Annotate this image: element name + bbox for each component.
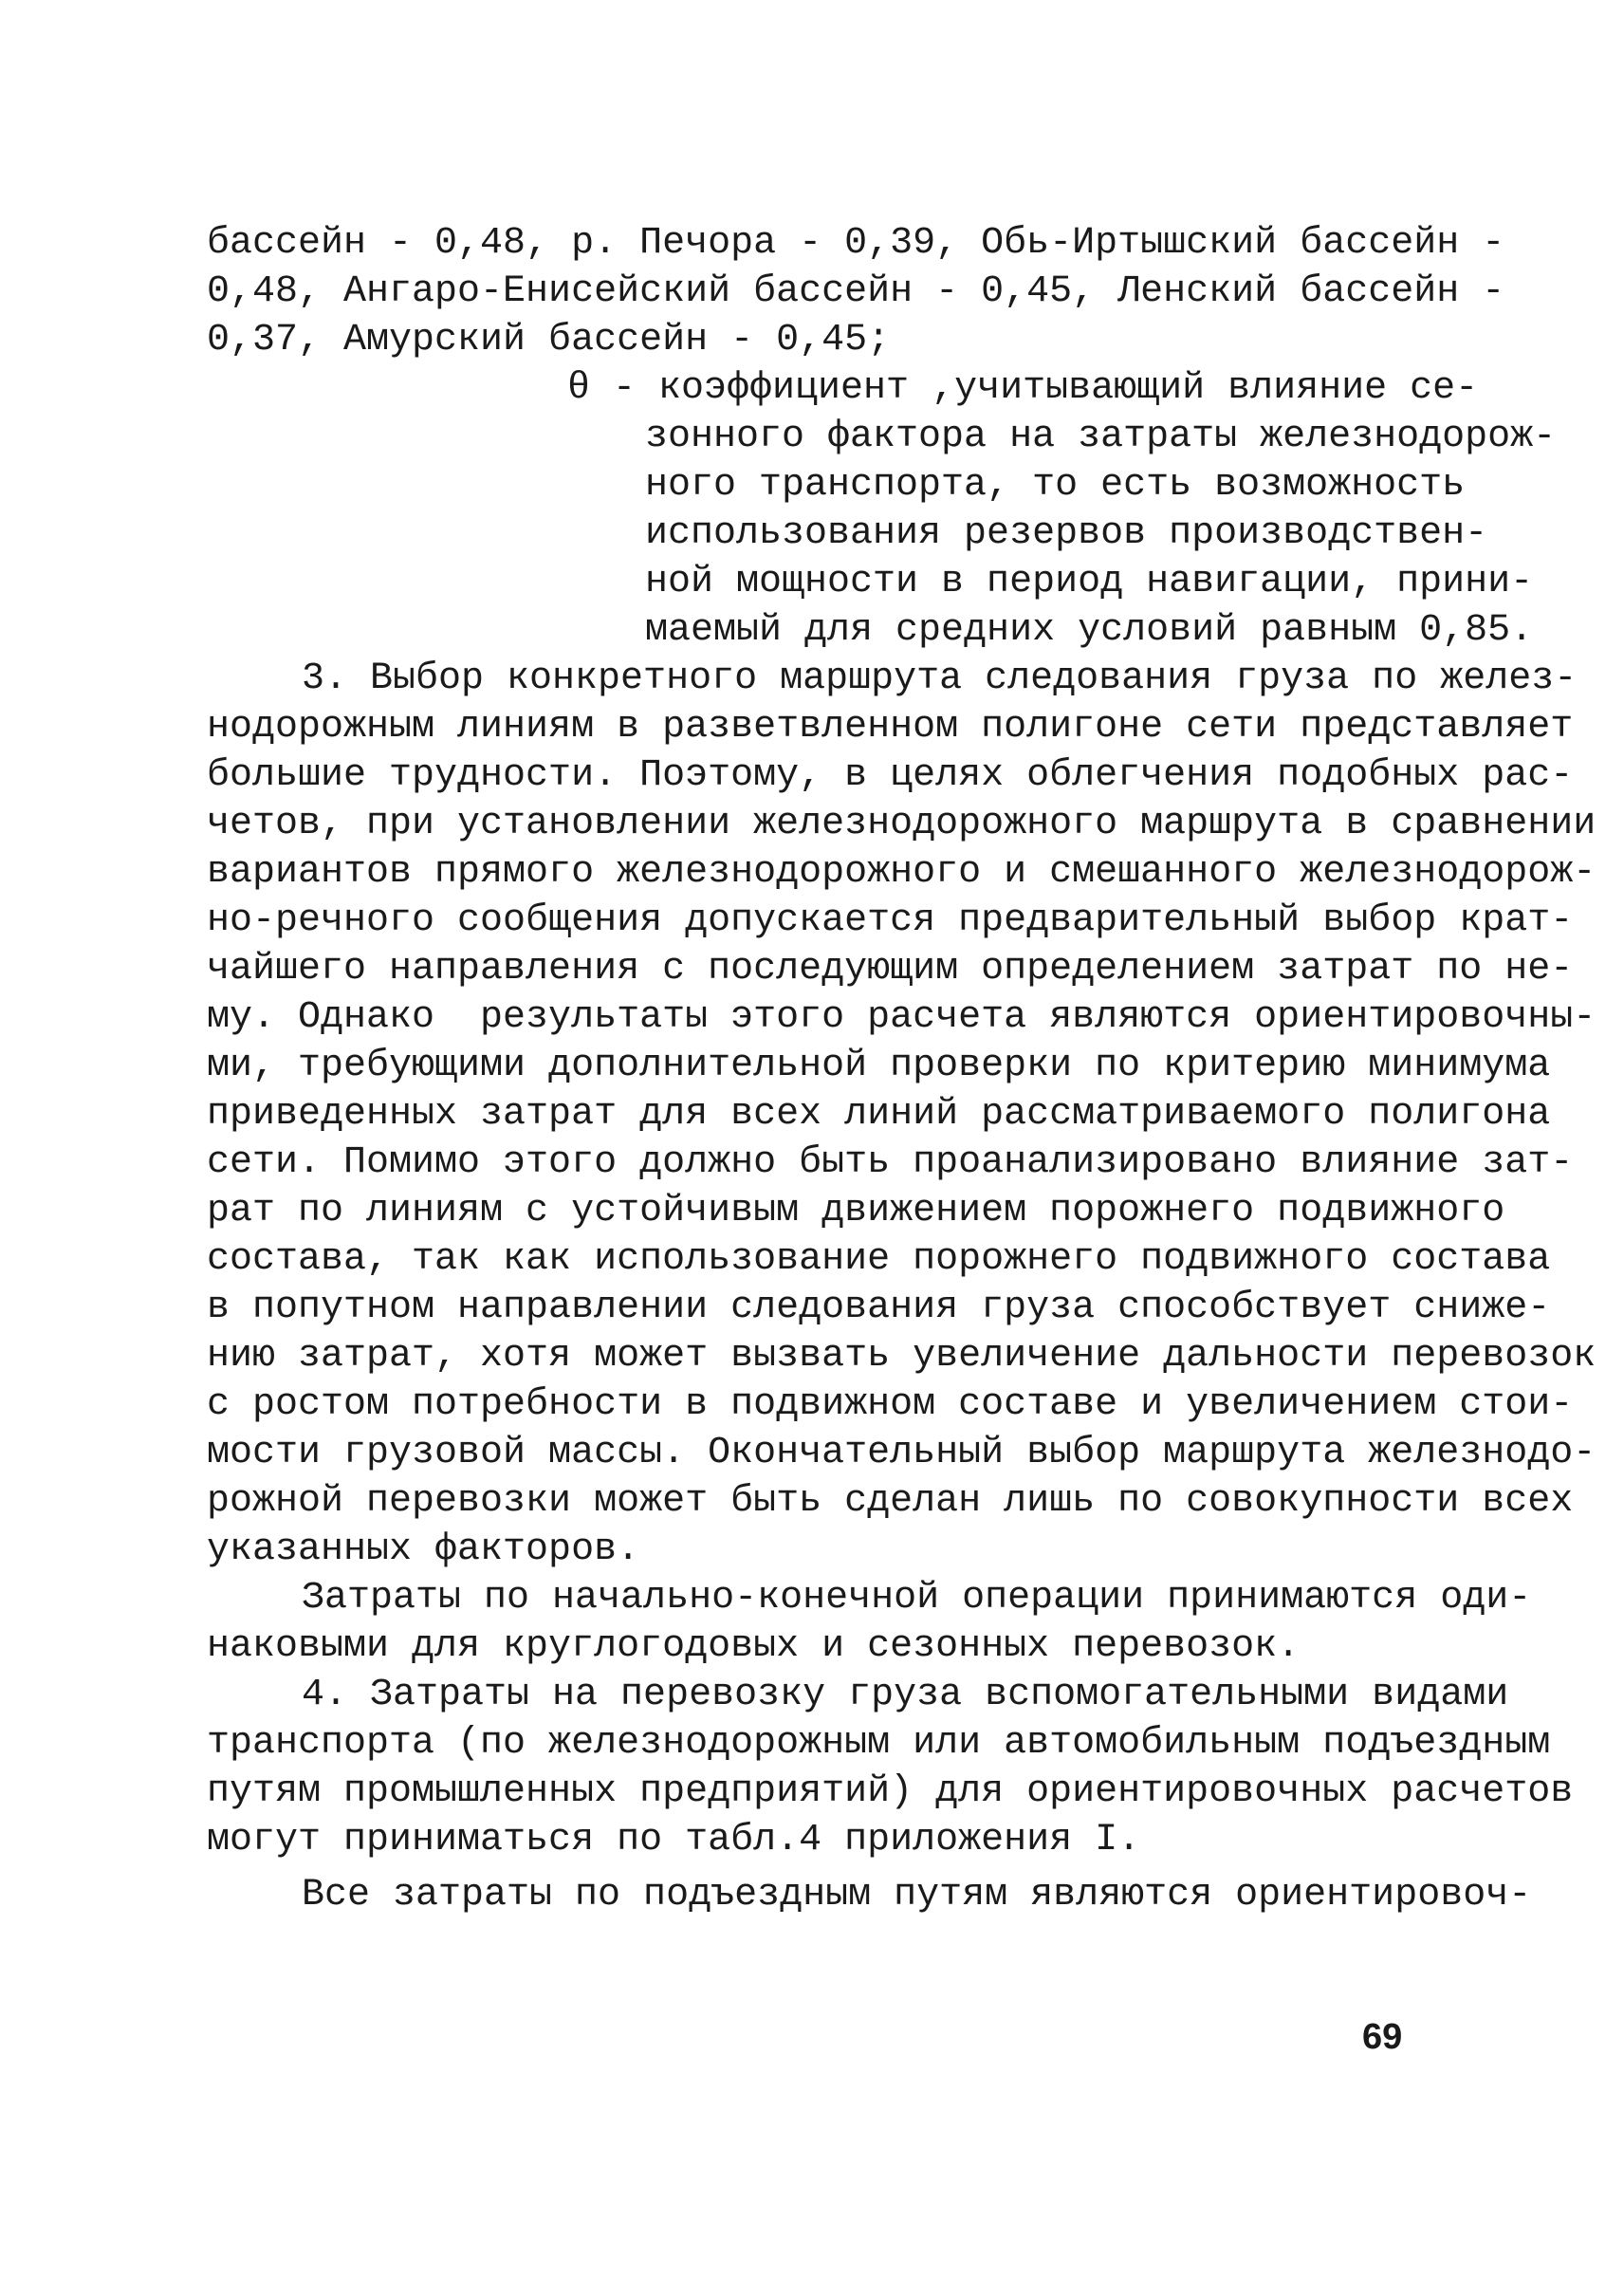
text-line: θ - коэффициент ,учитывающий влияние се- bbox=[567, 367, 1479, 410]
text-line: могут приниматься по табл.4 приложения I. bbox=[207, 1819, 1141, 1861]
text-line: маемый для средних условий равным 0,85. bbox=[645, 609, 1534, 652]
text-line: 0,48, Ангаро-Енисейский бассейн - 0,45, Ленский бассейн - bbox=[207, 270, 1505, 313]
text-line: му. Однако результаты этого расчета являются ориентировочны- bbox=[207, 996, 1596, 1039]
text-line: рат по линиям с устойчивым движением порожнего подвижного bbox=[207, 1190, 1505, 1232]
text-line: зонного фактора на затраты железнодорож- bbox=[645, 416, 1557, 458]
text-line: сети. Помимо этого должно быть проанализировано влияние зат- bbox=[207, 1141, 1574, 1184]
text-line: бассейн - 0,48, р. Печора - 0,39, Обь-Иртышский бассейн - bbox=[207, 222, 1505, 265]
text-line: наковыми для круглогодовых и сезонных перевозок. bbox=[207, 1625, 1301, 1668]
text-line: вариантов прямого железнодорожного и смешанного железнодорож- bbox=[207, 851, 1596, 894]
text-line: ного транспорта, то есть возможность bbox=[645, 464, 1466, 507]
page-number: 69 bbox=[1362, 2017, 1403, 2057]
text-line: приведенных затрат для всех линий рассматриваемого полигона bbox=[207, 1093, 1551, 1136]
text-line: 4. Затраты на перевозку груза вспомогательными видами bbox=[302, 1674, 1509, 1716]
text-line: использования резервов производствен- bbox=[645, 512, 1488, 555]
text-line: нию затрат, хотя может вызвать увеличение дальности перевозок bbox=[207, 1335, 1596, 1378]
text-line: Все затраты по подъездным путям являются ориентировоч- bbox=[302, 1874, 1532, 1916]
text-line: нодорожным линиям в разветвленном полигоне сети представляет bbox=[207, 706, 1574, 749]
text-line: 0,37, Амурский бассейн - 0,45; bbox=[207, 319, 891, 361]
text-line: ми, требующими дополнительной проверки по критерию минимума bbox=[207, 1045, 1551, 1087]
text-line: в попутном направлении следования груза способствует сниже- bbox=[207, 1287, 1551, 1329]
text-line: с ростом потребности в подвижном составе и увеличением стои- bbox=[207, 1383, 1574, 1426]
text-line: состава, так как использование порожнего подвижного состава bbox=[207, 1238, 1551, 1281]
text-line: рожной перевозки может быть сделан лишь по совокупности всех bbox=[207, 1480, 1574, 1523]
text-line: путям промышленных предприятий) для ориентировочных расчетов bbox=[207, 1770, 1574, 1813]
text-line: но-речного сообщения допускается предварительный выбор крат- bbox=[207, 899, 1574, 942]
text-line: 3. Выбор конкретного маршрута следования груза по желез- bbox=[302, 657, 1578, 700]
text-line: указанных факторов. bbox=[207, 1528, 640, 1571]
text-line: ной мощности в период навигации, прини- bbox=[645, 561, 1534, 603]
text-line: Затраты по начально-конечной операции принимаются оди- bbox=[302, 1577, 1532, 1620]
text-line: транспорта (по железнодорожным или автомобильным подъездным bbox=[207, 1722, 1551, 1765]
text-line: большие трудности. Поэтому, в целях облегчения подобных рас- bbox=[207, 754, 1574, 797]
text-line: чайшего направления с последующим определением затрат по не- bbox=[207, 948, 1574, 991]
text-line: мости грузовой массы. Окончательный выбор маршрута железнодо- bbox=[207, 1432, 1596, 1474]
text-line: четов, при установлении железнодорожного маршрута в сравнении bbox=[207, 803, 1596, 845]
